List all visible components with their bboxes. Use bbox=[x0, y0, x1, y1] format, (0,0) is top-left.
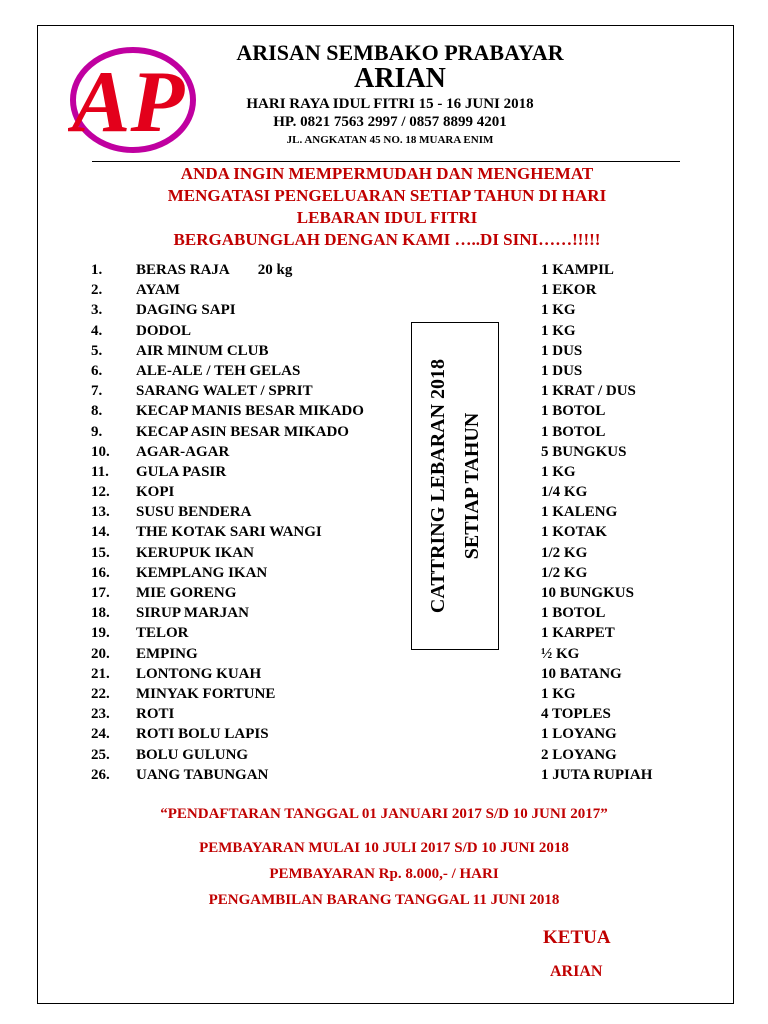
item-name bbox=[136, 442, 229, 462]
item-name-text: AIR MINUM CLUB bbox=[136, 342, 269, 359]
item-name-text: AYAM bbox=[136, 282, 180, 299]
item-unit: 1 KG bbox=[541, 463, 576, 480]
list-item bbox=[0, 704, 768, 724]
item-name-text: GULA PASIR bbox=[136, 463, 227, 480]
item-unit: 1 KG bbox=[541, 685, 576, 702]
list-item bbox=[0, 482, 768, 502]
item-name bbox=[136, 603, 249, 623]
item-name bbox=[136, 724, 269, 744]
item-name-text: KEMPLANG IKAN bbox=[136, 564, 268, 581]
item-name-text: THE KOTAK SARI WANGI bbox=[136, 524, 322, 541]
header-brand: ARIAN bbox=[354, 63, 446, 94]
item-name-text: KECAP MANIS BESAR MIKADO bbox=[136, 403, 364, 420]
item-unit: 10 BATANG bbox=[541, 665, 622, 682]
item-unit: 1/2 KG bbox=[541, 564, 588, 581]
item-name bbox=[136, 361, 300, 381]
item-unit: 1 EKOR bbox=[541, 282, 597, 299]
item-name bbox=[136, 401, 364, 421]
item-number: 8. bbox=[91, 403, 103, 420]
item-name bbox=[136, 543, 254, 563]
item-name bbox=[136, 341, 269, 361]
item-unit: 1 KRAT / DUS bbox=[541, 383, 636, 400]
item-unit: 1 DUS bbox=[541, 342, 583, 359]
list-item bbox=[0, 644, 768, 664]
list-item bbox=[0, 341, 768, 361]
item-name bbox=[136, 321, 191, 341]
header-event: HARI RAYA IDUL FITRI 15 - 16 JUNI 2018 bbox=[246, 96, 534, 112]
intro-line-3: LEBARAN IDUL FITRI bbox=[296, 208, 478, 227]
item-name-text: TELOR bbox=[136, 625, 189, 642]
intro-text bbox=[92, 163, 682, 251]
item-name-text: UANG TABUNGAN bbox=[136, 766, 269, 783]
header-title: ARISAN SEMBAKO PRABAYAR bbox=[236, 40, 564, 65]
intro-line-1: ANDA INGIN MEMPERMUDAH DAN MENGHEMAT bbox=[180, 164, 594, 183]
item-number: 3. bbox=[91, 302, 103, 319]
item-number: 18. bbox=[91, 605, 110, 622]
item-name-text: LONTONG KUAH bbox=[136, 665, 262, 682]
item-name-text: KOPI bbox=[136, 484, 175, 501]
item-unit: 1 LOYANG bbox=[541, 726, 617, 743]
item-name bbox=[136, 502, 251, 522]
list-item bbox=[0, 745, 768, 765]
item-name-text: DAGING SAPI bbox=[136, 302, 236, 319]
item-name bbox=[136, 280, 180, 300]
item-number: 10. bbox=[91, 443, 110, 460]
list-item bbox=[0, 765, 768, 785]
item-number: 17. bbox=[91, 585, 110, 601]
item-name bbox=[136, 522, 322, 542]
pickup-date-text: PENGAMBILAN BARANG TANGGAL 11 JUNI 2018 bbox=[208, 892, 560, 908]
item-number: 5. bbox=[91, 342, 103, 359]
item-unit: 1 KOTAK bbox=[541, 524, 607, 541]
item-unit: 1/4 KG bbox=[541, 484, 588, 501]
list-item bbox=[0, 260, 768, 280]
item-name bbox=[136, 260, 292, 280]
item-name bbox=[136, 583, 236, 603]
list-item bbox=[0, 462, 768, 482]
item-number: 25. bbox=[91, 746, 110, 763]
item-unit: 1 KARPET bbox=[541, 625, 615, 642]
item-name bbox=[136, 300, 236, 320]
signature-name: ARIAN bbox=[550, 963, 603, 980]
item-name bbox=[136, 381, 313, 401]
item-unit: 1 BOTOL bbox=[541, 403, 606, 420]
payment-amount-text: PEMBAYARAN Rp. 8.000,- / HARI bbox=[269, 866, 499, 882]
item-number: 24. bbox=[91, 726, 110, 743]
catering-line-2: SETIAP TAHUN bbox=[461, 412, 483, 560]
item-unit: 1/2 KG bbox=[541, 544, 588, 561]
item-name-text: SUSU BENDERA bbox=[136, 504, 252, 521]
intro-line-2: MENGATASI PENGELUARAN SETIAP TAHUN DI HARI bbox=[167, 186, 607, 205]
arian-logo bbox=[68, 45, 198, 155]
catering-box bbox=[411, 322, 499, 650]
item-number: 2. bbox=[91, 282, 103, 299]
item-unit: 1 JUTA RUPIAH bbox=[541, 766, 653, 783]
catering-line-1: CATTRING LEBARAN 2018 bbox=[427, 358, 449, 614]
item-name-text: SIRUP MARJAN bbox=[136, 605, 249, 622]
item-number: 15. bbox=[91, 544, 110, 561]
item-name-text: ROTI bbox=[136, 706, 175, 723]
item-number: 6. bbox=[91, 362, 103, 379]
payment-period-text: PEMBAYARAN MULAI 10 JULI 2017 S/D 10 JUNI 2018 bbox=[199, 840, 569, 856]
list-item bbox=[0, 603, 768, 623]
header-address: JL. ANGKATAN 45 NO. 18 MUARA ENIM bbox=[286, 134, 494, 146]
item-name-text: KERUPUK IKAN bbox=[136, 544, 254, 561]
item-unit: 1 KALENG bbox=[541, 504, 618, 521]
list-item bbox=[0, 300, 768, 320]
item-unit: 1 DUS bbox=[541, 362, 583, 379]
item-unit: 5 BUNGKUS bbox=[541, 443, 627, 460]
list-item bbox=[0, 522, 768, 542]
item-number: 26. bbox=[91, 766, 110, 783]
item-name bbox=[136, 765, 268, 785]
item-number: 13. bbox=[91, 504, 110, 521]
list-item bbox=[0, 664, 768, 684]
item-name bbox=[136, 422, 349, 442]
item-number: 20. bbox=[91, 645, 110, 662]
item-name bbox=[136, 623, 189, 643]
list-item bbox=[0, 724, 768, 744]
item-number: 1. bbox=[91, 262, 103, 278]
item-number: 21. bbox=[91, 665, 110, 682]
item-unit: 2 LOYANG bbox=[541, 746, 617, 763]
item-name bbox=[136, 664, 261, 684]
list-item bbox=[0, 563, 768, 583]
list-item bbox=[0, 381, 768, 401]
item-name bbox=[136, 704, 174, 724]
item-name-text: AGAR-AGAR bbox=[136, 443, 230, 460]
item-unit: 1 BOTOL bbox=[541, 423, 606, 440]
item-number: 19. bbox=[91, 625, 110, 642]
list-item bbox=[0, 361, 768, 381]
logo-text: AP bbox=[71, 54, 185, 151]
list-item bbox=[0, 684, 768, 704]
signature-role: KETUA bbox=[543, 927, 611, 948]
item-name-text: ALE-ALE / TEH GELAS bbox=[136, 362, 301, 379]
item-number: 12. bbox=[91, 484, 110, 501]
list-item bbox=[0, 543, 768, 563]
item-number: 7. bbox=[91, 383, 103, 400]
item-name bbox=[136, 563, 267, 583]
item-name-text: MIE GORENG bbox=[136, 585, 237, 601]
item-name bbox=[136, 684, 275, 704]
item-name-text: BOLU GULUNG bbox=[136, 746, 249, 763]
item-number: 14. bbox=[91, 524, 110, 541]
item-name-text: KECAP ASIN BESAR MIKADO bbox=[136, 423, 349, 440]
item-name bbox=[136, 745, 248, 765]
item-number: 9. bbox=[91, 423, 103, 440]
item-unit: 1 KG bbox=[541, 302, 576, 319]
item-name-text: SARANG WALET / SPRIT bbox=[136, 383, 313, 400]
list-item bbox=[0, 321, 768, 341]
list-item bbox=[0, 280, 768, 300]
item-number: 16. bbox=[91, 564, 110, 581]
item-number: 4. bbox=[91, 322, 103, 339]
item-unit: ½ KG bbox=[541, 645, 580, 662]
item-name-text: DODOL bbox=[136, 322, 192, 339]
list-item bbox=[0, 502, 768, 522]
header-phone: HP. 0821 7563 2997 / 0857 8899 4201 bbox=[273, 114, 507, 130]
item-name bbox=[136, 482, 174, 502]
registration-text: “PENDAFTARAN TANGGAL 01 JANUARI 2017 S/D 10 JUNI 2017” bbox=[160, 806, 608, 822]
item-name-text: MINYAK FORTUNE bbox=[136, 685, 276, 702]
item-quantity: 20 kg bbox=[257, 262, 293, 278]
item-name-text: BERAS RAJA bbox=[136, 262, 230, 278]
list-item bbox=[0, 583, 768, 603]
catering-text bbox=[421, 326, 489, 646]
list-item bbox=[0, 422, 768, 442]
item-name-text: EMPING bbox=[136, 645, 198, 662]
item-unit: 1 BOTOL bbox=[541, 605, 606, 622]
item-list bbox=[0, 260, 768, 785]
intro-line-4: BERGABUNGLAH DENGAN KAMI …..DI SINI……!!!!! bbox=[173, 230, 601, 249]
item-name bbox=[136, 644, 198, 664]
item-name-text: ROTI BOLU LAPIS bbox=[136, 726, 269, 743]
item-number: 23. bbox=[91, 706, 110, 723]
item-unit: 1 KG bbox=[541, 322, 576, 339]
list-item bbox=[0, 623, 768, 643]
item-unit: 1 KAMPIL bbox=[541, 262, 614, 278]
list-item bbox=[0, 442, 768, 462]
item-number: 22. bbox=[91, 685, 110, 702]
list-item bbox=[0, 401, 768, 421]
item-number: 11. bbox=[91, 463, 109, 480]
item-unit: 4 TOPLES bbox=[541, 706, 611, 723]
item-name bbox=[136, 462, 226, 482]
header-divider bbox=[92, 161, 680, 162]
item-unit: 10 BUNGKUS bbox=[541, 585, 634, 601]
